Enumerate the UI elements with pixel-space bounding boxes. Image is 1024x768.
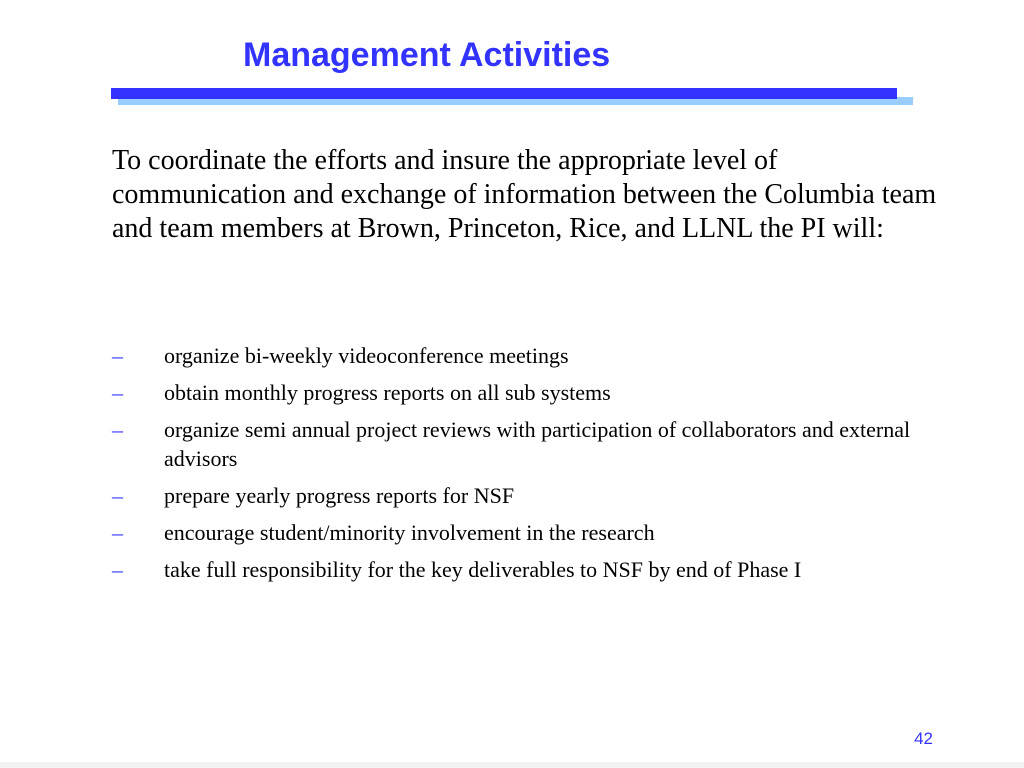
bullet-dash: – <box>112 417 123 442</box>
bullet-dash: – <box>112 520 123 545</box>
bottom-band <box>0 762 1024 768</box>
bullet-dash: – <box>112 343 123 368</box>
list-item <box>112 378 932 407</box>
bullet-text: obtain monthly progress reports on all sub systems <box>164 380 611 405</box>
bullet-text: organize semi annual project reviews with participation of collaborators and external advisors <box>164 417 911 471</box>
bullet-dash: – <box>112 380 123 405</box>
slide-title: Management Activities <box>243 36 611 74</box>
title-underline <box>111 88 897 99</box>
bullet-dash: – <box>112 557 123 582</box>
list-item <box>112 481 932 510</box>
bullet-text: take full responsibility for the key deliverables to NSF by end of Phase I <box>164 557 802 582</box>
list-item <box>112 415 932 473</box>
page-number: 42 <box>914 729 933 748</box>
bullet-text: organize bi-weekly videoconference meetings <box>164 343 569 368</box>
bullet-text: encourage student/minority involvement in the research <box>164 520 655 545</box>
bullet-text: prepare yearly progress reports for NSF <box>164 483 515 508</box>
intro-paragraph: To coordinate the efforts and insure the appropriate level of communication and exchange of information between the Columbia team and team members at Brown, Princeton, Rice, and LLNL the PI will: <box>112 145 937 244</box>
bullet-dash: – <box>112 483 123 508</box>
list-item <box>112 341 932 370</box>
bullet-list <box>112 341 932 592</box>
list-item <box>112 518 932 547</box>
list-item <box>112 555 932 584</box>
